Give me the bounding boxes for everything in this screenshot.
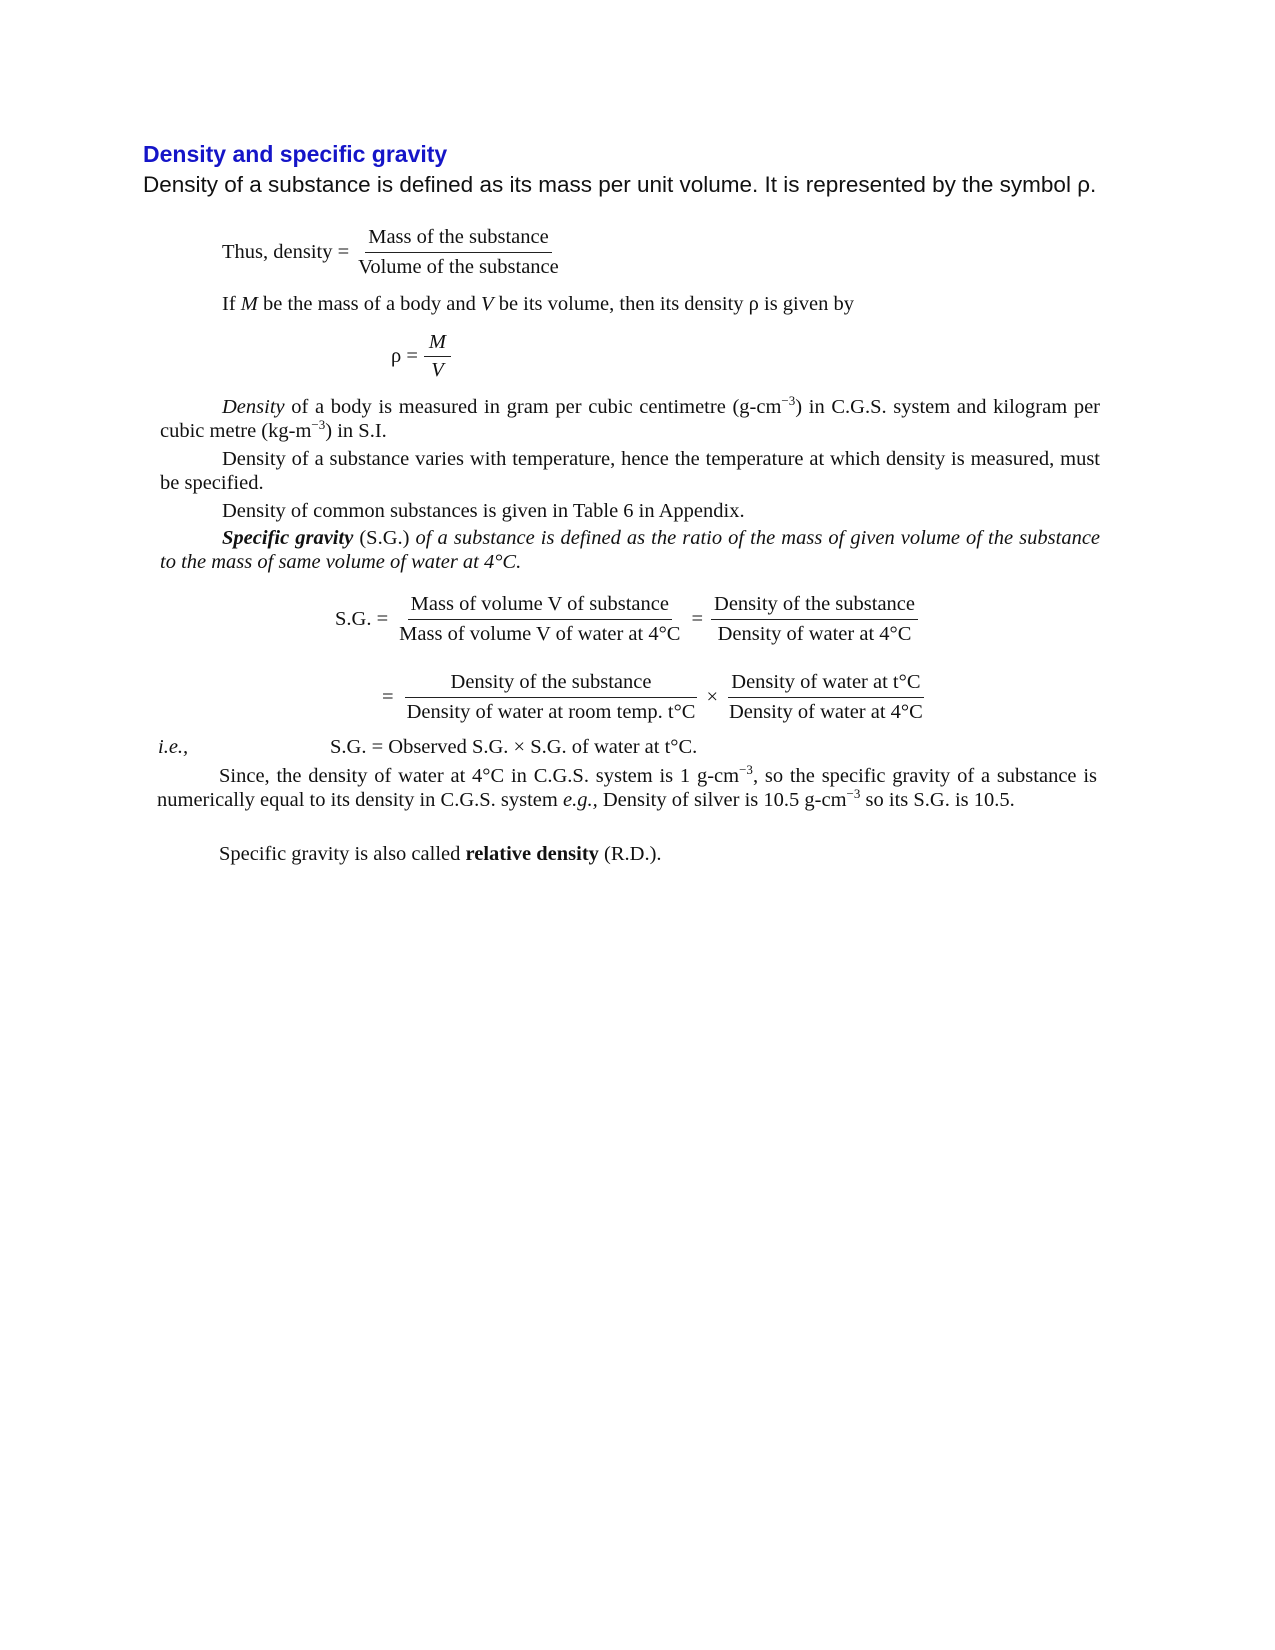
relative-density-text: (R.D.).	[598, 843, 662, 865]
eg-abbr: e.g.,	[562, 789, 598, 811]
sg-mass-numerator: Mass of volume V of substance	[408, 593, 672, 620]
sg-fraction-density	[711, 593, 918, 646]
sg-eq-lhs: S.G. =	[335, 608, 389, 630]
rho-numerator: M	[424, 331, 451, 357]
density-eq-lhs: Thus, density =	[222, 241, 350, 263]
section-heading: Density and specific gravity	[143, 141, 448, 167]
water-density-text: so its S.G. is 10.5.	[860, 789, 1015, 811]
sg-fraction-room-temp	[404, 671, 699, 724]
relative-density-text: Specific gravity is also called	[219, 843, 466, 865]
water-density-text: Density of silver is 10.5 g-cm	[597, 789, 847, 811]
density-equation	[222, 226, 562, 279]
volume-symbol: V	[481, 293, 494, 315]
water-density-text: Since, the density of water at 4°C in C.G.S. system is 1 g-cm	[219, 765, 740, 787]
sg-fraction-water	[726, 671, 926, 724]
intro-paragraph: Density of a substance is defined as its mass per unit volume. It is represented by the symbol ρ.	[143, 172, 1097, 197]
rho-equation	[391, 331, 451, 382]
sg-water-numerator: Density of water at t°C	[728, 671, 923, 698]
sg-room-denominator: Density of water at room temp. t°C	[406, 701, 696, 723]
relative-density-paragraph	[157, 842, 1097, 866]
sg-density-denominator: Density of water at 4°C	[717, 623, 912, 645]
exponent: −3	[311, 417, 326, 433]
definition-line-text: be its volume, then its density ρ is given by	[493, 293, 854, 315]
sg-equation-1	[335, 593, 918, 646]
units-paragraph-term: Density	[222, 396, 285, 418]
units-paragraph-text: of a body is measured in gram per cubic centimetre (g-cm	[284, 396, 782, 418]
sg-fraction-mass	[396, 593, 683, 646]
units-paragraph-text: ) in C.G.S. system and kilogram per cubic metre (kg-m	[160, 396, 1101, 442]
exponent: −3	[846, 786, 861, 802]
observed-sg-equation: S.G. = Observed S.G. × S.G. of water at t°C.	[330, 736, 698, 758]
units-paragraph	[160, 395, 1100, 443]
sg-room-numerator: Density of the substance	[405, 671, 698, 698]
definition-line-text: be the mass of a body and	[257, 293, 482, 315]
sg-density-numerator: Density of the substance	[711, 593, 918, 620]
appendix-paragraph: Density of common substances is given in Table 6 in Appendix.	[222, 500, 745, 522]
definition-line	[222, 293, 854, 316]
definition-line-text: If	[222, 293, 241, 315]
mass-symbol: M	[240, 293, 258, 315]
density-fraction	[355, 226, 562, 279]
sg-mass-denominator: Mass of volume V of water at 4°C	[399, 623, 681, 645]
water-density-paragraph	[157, 764, 1097, 812]
exponent: −3	[739, 762, 753, 778]
ie-label	[158, 736, 188, 759]
rho-denominator: V	[431, 359, 444, 381]
ie-label-text: i.e.,	[158, 736, 189, 758]
rho-fraction	[424, 331, 451, 382]
specific-gravity-def-text: of a substance is defined as the ratio of the mass of given volume of the substance to the mass of same volume of water at 4°C.	[160, 527, 1101, 573]
sg-water-denominator: Density of water at 4°C	[729, 701, 923, 723]
exponent: −3	[781, 393, 796, 409]
water-density-text: , so the specific gravity of a substance is numerically equal to its density in C.G.S. system	[157, 765, 1097, 811]
times-sign: ×	[706, 686, 718, 708]
relative-density-term: relative density	[465, 843, 599, 865]
specific-gravity-term: Specific gravity	[222, 527, 354, 549]
equals-sign: =	[691, 608, 704, 630]
temperature-paragraph: Density of a substance varies with temperature, hence the temperature at which density is measured, must be specified.	[160, 448, 1100, 494]
density-denominator: Volume of the substance	[358, 256, 559, 278]
density-numerator: Mass of the substance	[365, 226, 551, 253]
sg-equation-2	[382, 671, 926, 724]
specific-gravity-definition	[160, 526, 1100, 574]
rho-eq-lhs: ρ =	[391, 345, 418, 367]
specific-gravity-abbr: (S.G.)	[353, 527, 416, 549]
equals-sign: =	[382, 686, 394, 708]
units-paragraph-text: ) in S.I.	[325, 420, 387, 442]
